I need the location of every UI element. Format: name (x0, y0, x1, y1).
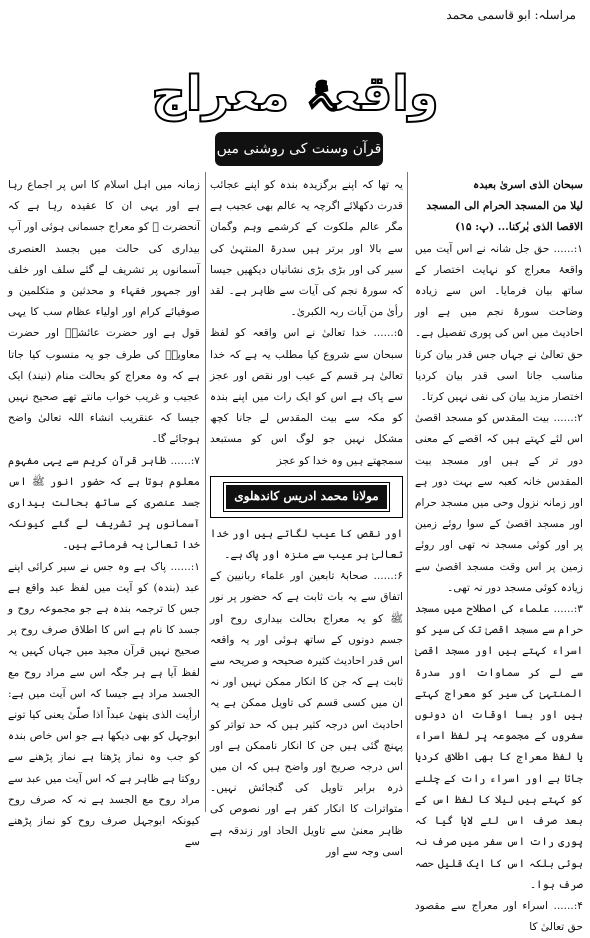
article-paragraph: ۳:...... علماء کی اصطلاح میں مسجد حرام سے مسجد اقصیٰ تک کی سیر کو اسراء کہتے ہیں اور مسجد اقصیٰ سے لے کر سماوات اور سدرۃ المنتہیٰ کی سیر کو معراج کہتے ہیں اور بسا اوقات ان دونوں سفروں کے مجموعہ پر لفظ اسراء یا لفظ معراج کا بھی اطلاق کردیا جاتا ہے اور اسراء رات کے چلنے کو کہتے ہیں لیلا کا لفظ اس کے بعد صرف اس لئے لایا گیا کہ پوری رات اس سفر میں صرف نہ ہوئی بلکہ اس کا ایک قلیل حصہ صرف ہوا۔ (415, 603, 583, 891)
quran-verse-line: سبحان الذی اسریٰ بعبدہ (473, 179, 583, 191)
article-paragraph: ۲:...... بیت المقدس کو مسجد اقصیٰ اس لئے کہتے ہیں کہ اقصے کے معنی دور تر کے ہیں اور مسجد بیت المقدس خانہ کعبہ سے بہت دور ہے اور زمانہ نزول وحی میں مسجد حرام اور مسجد اقصیٰ کے سوا روئے زمین پر اور کوئی مسجد نہ تھی اور روئے زمین پر اس وقت مسجد اقصیٰ سے زیادہ کوئی مسجد دور نہ تھی۔ (415, 412, 583, 594)
article-paragraph: ۷:...... ظاہر قرآن کریم سے یہی مفہوم معلوم ہوتا ہے کہ حضور انور ﷺ اس جسد عنصری کے ساتھ بحالت بیداری آسمانوں پر تشریف لے گئے کیونکہ خدا تعالیٰ یہ فرماتے ہیں۔ (8, 454, 200, 552)
article-paragraph: زمانہ میں اہل اسلام کا اس پر اجماع رہا ہے اور یہی ان کا عقیدہ رہا ہے کہ آنحضرت ﷺ کو معراج جسمانی ہوئی اور آپ بیداری کی حالت میں بجسد العنصری آسمانوں پر تشریف لے گئے سلف اور خلف اور جمہور فقہاء و محدثین و متکلمین و صوفیائے کرام اور اولیاء عظام سب کا یہی قول ہے اور حضرت عائشہؓ اور حضرت معاویہؓ کی طرف جو یہ منسوب کیا جاتا ہے کہ وہ معراج کو بحالت منام (نیند) ایک عجیب و غریب خواب مانتے تھے صحیح نہیں جیسا کہ عنقریب انشاء اللہ تعالیٰ واضح ہوجائے گا۔ (8, 179, 200, 446)
column-divider-left (205, 172, 206, 812)
article-paragraph: ۱:...... پاک ہے وہ جس نے سیر کرائی اپنے عبد (بندہ) کو آیت میں لفظ عبد واقع ہے جس کا ترجمہ بندہ ہے جو مجموعہ روح و جسد کا نام ہے اس کا اطلاق صرف روح پر صحیح نہیں قرآن مجید میں جہاں کہیں یہ لفظ آیا ہے ہر جگہ اس سے مراد روح مع الجسد مراد ہے جیسا کہ اس آیت میں ہے: ارأیت الذی ینھیٰ عبداً اذا صلّیٰ یعنی کیا تونے ابوجہل کو بھی دیکھا ہے جو اس خاص بندہ کو جب وہ نماز پڑھتا ہے نماز پڑھنے سے روکتا ہے ظاہر ہے کہ اس آیت میں عبد سے مراد روح مع الجسد ہے نہ کہ صرف روح کیونکہ ابوجہل صرف روح کو نماز پڑھنے سے (8, 560, 200, 849)
article-column-left (8, 175, 200, 854)
subtitle-banner: قرآن وسنت کی روشنی میں (215, 132, 383, 166)
article-column-middle (210, 175, 403, 863)
quran-verse-line: الاقصا الذی بٰرکنا... (پ: ۱۵) (455, 221, 583, 234)
article-paragraph: یہ تھا کہ اپنے برگزیدہ بندہ کو اپنے عجائب قدرت دکھلائے اگرچہ یہ عالم بھی عجیب ہے مگر عالم ملکوت کے کرشمے وہم وگمان سے بالا اور برتر ہیں سدرۃ المنتہیٰ کی سیر کی اور بڑی بڑی نشانیاں دیکھیں جیسا کہ سورۂ نجم کی آیات سے ظاہر ہے۔ لقد رأیٰ من آیات ربہ الکبریٰ۔ (210, 179, 403, 319)
article-paragraph: ۴:...... اسراء اور معراج سے مقصود حق تعالیٰ کا (415, 899, 583, 934)
sender-credit: مراسلہ: ابو قاسمی محمد (446, 8, 576, 22)
main-title: واقعۂ معراج (151, 66, 439, 122)
author-box (210, 476, 403, 518)
quran-verse-line: لیلا من المسجد الحرام الی المسجد (426, 200, 583, 213)
article-paragraph: اور نقص کا عیب لگاتے ہیں اور خدا تعالیٰ ہر عیب سے منزہ اور پاک ہے۔ (210, 527, 403, 562)
column-divider-right (407, 172, 408, 812)
article-paragraph: ۶:...... صحابۂ تابعین اور علماء ربانیین کے اتفاق سے یہ بات ثابت ہے کہ حضور پر نور ﷺ کو یہ معراج بحالت بیداری روح اور جسم دونوں کے ساتھ ہوئی اور یہ واقعہ اس قدر احادیث کثیرہ صحیحہ و صریحہ سے ثابت ہے کہ جن کا انکار ممکن نہیں اور نہ ان میں کسی قسم کی تاویل ممکن ہے یہ احادیث اس درجہ کثیر ہیں کہ حد تواتر کو پہنچ گئی ہیں جن کا انکار ناممکن ہے اور اس درجہ صریح اور واضح ہیں کہ ان میں ذرہ برابر تاویل کی گنجائش نہیں۔ متواترات کا انکار کفر ہے اور نصوص کی ظاہر معنیٰ سے تاویل الحاد اور زندقہ ہے اسی وجہ سے اور (210, 570, 403, 858)
author-name: مولانا محمد ادریس کاندھلوی (224, 483, 388, 511)
article-paragraph: ۵:...... خدا تعالیٰ نے اس واقعہ کو لفظ سبحان سے شروع کیا مطلب یہ ہے کہ خدا تعالیٰ ہر قسم کے عیب اور نقص اور عجز سے پاک ہے اس کو ایک رات میں اپنے بندہ کو مکہ سے بیت المقدس لے جانا کچھ مشکل نہیں جو لوگ اس کو مستبعد سمجھتے ہیں وہ خدا کو عجز (210, 327, 403, 467)
article-column-right (415, 175, 583, 938)
article-paragraph: ۱:...... حق جل شانہ نے اس آیت میں واقعۂ معراج کو نہایت اختصار کے ساتھ بیان فرمایا۔ اس سے زیادہ وضاحت سورۂ نجم میں ہے اور احادیث میں اس کی پوری تفصیل ہے۔ حق تعالیٰ نے جہاں جس قدر بیان کرنا مناسب جانا اسی قدر بیان کردیا اختصار مزید بیان کی نفی نہیں کرتا۔ (415, 242, 583, 404)
